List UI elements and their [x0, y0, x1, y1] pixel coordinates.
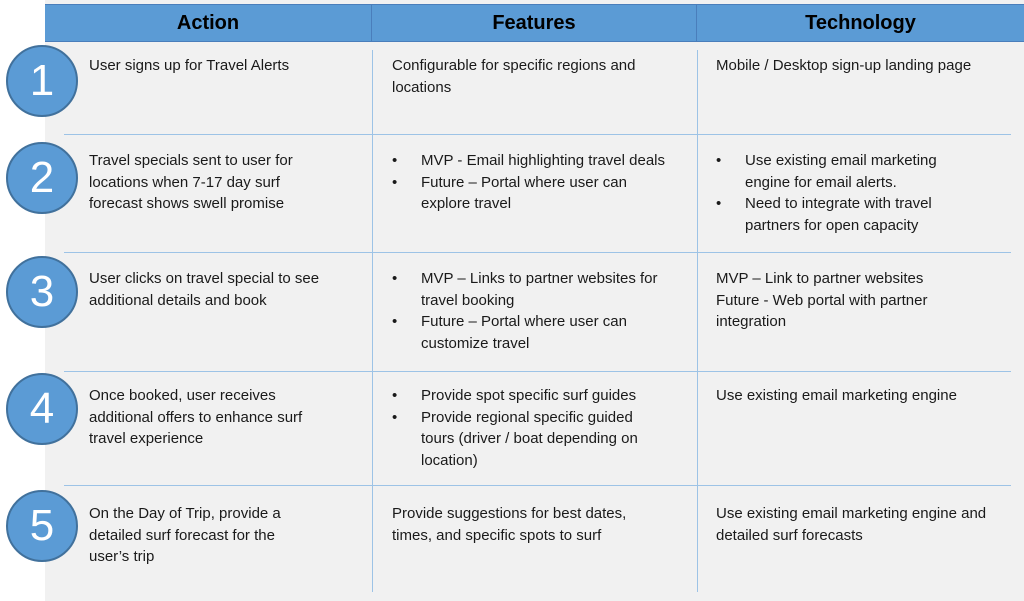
row-3-technology [716, 268, 976, 333]
row-divider [64, 371, 1011, 372]
tech-line: Future - Web portal with partner integration [716, 291, 928, 330]
step-number-badge: 1 [6, 45, 78, 117]
row-5-technology: Use existing email marketing engine and detailed surf forecasts [716, 505, 987, 544]
row-2-action: Travel specials sent to user for locations when 7-17 day surf forecast shows swell promise [89, 152, 293, 212]
row-3-features [392, 268, 667, 354]
row-4-technology: Use existing email marketing engine [716, 387, 957, 404]
row-divider [64, 252, 1011, 253]
bullet-item: • Future – Portal where user can explore travel [392, 172, 667, 215]
column-divider [372, 50, 373, 592]
bullet-item: • Provide spot specific surf guides [392, 385, 667, 407]
column-divider [697, 50, 698, 592]
header-technology: Technology [805, 11, 916, 34]
row-4-features [392, 385, 667, 471]
row-divider [64, 485, 1011, 486]
bullet-item: • Need to integrate with travel partners for open capacity [716, 193, 976, 236]
tech-line: MVP – Link to partner websites [716, 270, 924, 287]
row-4-action: Once booked, user receives additional offers to enhance surf travel experience [89, 387, 303, 447]
row-1-action: User signs up for Travel Alerts [89, 57, 290, 74]
row-3-action: User clicks on travel special to see additional details and book [89, 270, 320, 309]
bullet-item: • Provide regional specific guided tours (driver / boat depending on location) [392, 407, 667, 472]
row-1-features: Configurable for specific regions and locations [392, 57, 636, 96]
bullet-item: • Future – Portal where user can customize travel [392, 311, 667, 354]
step-number-badge: 2 [6, 142, 78, 214]
header-features: Features [372, 5, 697, 41]
row-1-technology: Mobile / Desktop sign-up landing page [716, 57, 972, 74]
table-header [45, 4, 1024, 42]
row-5-features: Provide suggestions for best dates, times, and specific spots to surf [392, 505, 627, 544]
row-2-technology [716, 150, 976, 236]
header-action: Action [45, 5, 372, 41]
step-number-badge: 3 [6, 256, 78, 328]
step-number-badge: 5 [6, 490, 78, 562]
bullet-item: • MVP – Links to partner websites for travel booking [392, 268, 667, 311]
row-divider [64, 134, 1011, 135]
bullet-item: • Use existing email marketing engine for email alerts. [716, 150, 976, 193]
row-2-features [392, 150, 667, 215]
bullet-item: • MVP - Email highlighting travel deals [392, 150, 667, 172]
row-5-action: On the Day of Trip, provide a detailed surf forecast for the user’s trip [89, 505, 281, 565]
step-number-badge: 4 [6, 373, 78, 445]
